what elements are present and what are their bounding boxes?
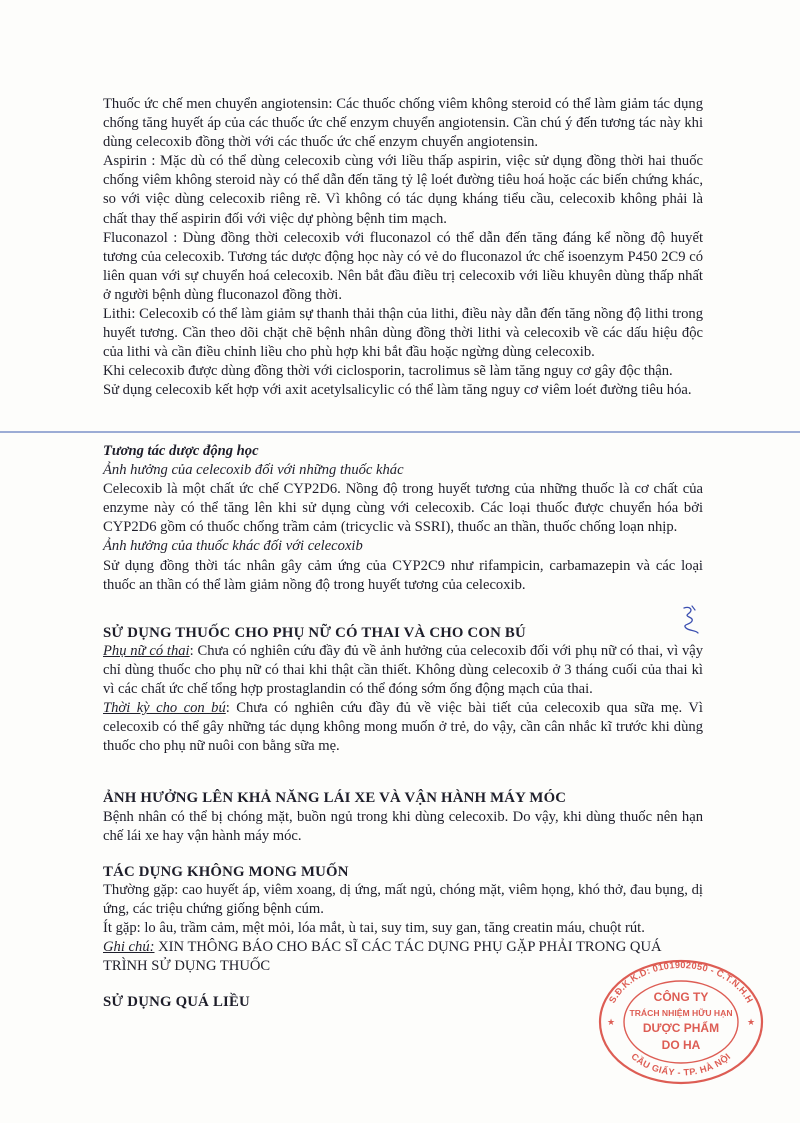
pharmacokinetic-section [103,442,703,595]
adverse-rare-text: Ít gặp: lo âu, trầm cảm, mệt mỏi, lóa mắt, ù tai, suy tim, suy gan, tăng creatin máu, chuột rút. [103,920,645,937]
company-seal-stamp [596,958,766,1086]
adverse-effects-heading: TÁC DỤNG KHÔNG MONG MUỐN [103,864,349,880]
pregnancy-heading: SỬ DỤNG THUỐC CHO PHỤ NỮ CÓ THAI VÀ CHO CON BÚ [103,625,526,641]
stamp-line-2: TRÁCH NHIỆM HỮU HẠN [629,1008,733,1018]
stamp-line-4: DO HA [661,1038,701,1052]
lithium-paragraph: Lithi: Celecoxib có thể làm giảm sự thanh thải thận của lithi, điều này dẫn đến tăng nồng độ lithi trong huyết tương. Cần theo dõi chặt chẽ bệnh nhân dùng đồng thời lithi và celecoxib về các dấu hiệu độc của lithi và cần điều chỉnh liều cho phù hợp khi bắt đầu hoặc ngừng dùng celecoxib. [103,306,703,361]
driving-heading: ẢNH HƯỞNG LÊN KHẢ NĂNG LÁI XE VÀ VẬN HÀNH MÁY MÓC [103,790,567,806]
acetylsalicylic-paragraph: Sử dụng celecoxib kết hợp với axit acetylsalicylic có thể làm tăng nguy cơ viêm loét đường tiêu hóa. [103,382,692,399]
svg-text:CẦU GIẤY - TP. HÀ NỘI [629,1051,732,1077]
adverse-note-text: XIN THÔNG BÁO CHO BÁC SĨ CÁC TÁC DỤNG PHỤ GẶP PHẢI TRONG QUÁ TRÌNH SỬ DỤNG THUỐC [103,939,662,975]
scan-rule-line [0,431,800,433]
stamp-star-left: ★ [606,1017,616,1027]
stamp-line-1: CÔNG TY [653,990,709,1004]
pregnancy-text: : Chưa có nghiên cứu đầy đủ về ảnh hưởng của celecoxib đối với phụ nữ có thai, vì vậy chỉ dùng thuốc cho phụ nữ có thai khi thật cần thiết. Không dùng celecoxib ở 3 tháng cuối của thai kì vì các chất ức chế tổng hợp prostaglandin có thể đóng sớm ống động mạch của thai. [103,643,704,698]
adverse-note-label: Ghi chú: [103,939,155,956]
ciclosporin-paragraph: Khi celecoxib được dùng đồng thời với ciclosporin, tacrolimus sẽ làm tăng nguy cơ gây độc thận. [103,363,673,380]
driving-section [103,808,703,846]
overdose-heading: SỬ DỤNG QUÁ LIỀU [103,994,250,1010]
handwritten-initial-mark [676,604,706,636]
pregnancy-paragraph [103,642,703,699]
stamp-star-right: ★ [746,1017,756,1027]
pharmacokinetic-text-2: Sử dụng đồng thời tác nhân gây cảm ứng của CYP2C9 như rifampicin, carbamazepin và các loại thuốc an thần có thể làm giảm nồng độ trong huyết tương của celecoxib. [103,557,703,593]
adverse-common-text: Thường gặp: cao huyết áp, viêm xoang, dị ứng, mất ngủ, chóng mặt, viêm họng, khó thở, đau bụng, dị ứng, các triệu chứng giống bệnh cúm. [103,882,703,918]
breastfeeding-paragraph [103,699,703,756]
breastfeeding-text: : Chưa có nghiên cứu đầy đủ về việc bài tiết của celecoxib qua sữa mẹ. Vì celecoxib có thể gây những tác dụng không mong muốn ở trẻ, do vậy, cần cân nhắc kĩ trước khi dùng thuốc cho phụ nữ nuôi con bằng sữa mẹ. [103,700,703,755]
pharmacokinetic-text-1: Celecoxib là một chất ức chế CYP2D6. Nồng độ trong huyết tương của những thuốc là cơ chất của enzyme này có thể tăng lên khi sử dụng cùng với celecoxib. Các loại thuốc được chuyển hóa bởi CYP2D6 gồm có thuốc chống trầm cảm (tricyclic và SSRI), thuốc an thần, thuốc chống loạn nhịp. [103,481,703,536]
stamp-ring-top-text: S.Đ.K.K.D: 0101902050 - C.T.N.H.H [607,959,755,1005]
interactions-section [103,95,703,401]
pharmacokinetic-subheading-1: Ảnh hưởng của celecoxib đối với những thuốc khác [103,462,404,479]
stamp-line-3: DƯỢC PHẨM [642,1021,720,1035]
pharmacokinetic-subheading-2: Ảnh hưởng của thuốc khác đối với celecoxib [103,538,363,555]
aspirin-paragraph: Aspirin : Mặc dù có thể dùng celecoxib cùng với liều thấp aspirin, việc sử dụng đồng thời hai thuốc chống viêm không steroid này có thể dẫn đến tăng tỷ lệ loét đường tiêu hoá hoặc các biến chứng khác, so với việc dùng celecoxib riêng rẽ. Vì không có tác dụng kháng tiểu cầu, celecoxib không phải là chất thay thế aspirin đối với việc dự phòng bệnh tim mạch. [103,153,703,227]
pregnancy-section [103,642,703,757]
driving-text: Bệnh nhân có thể bị chóng mặt, buồn ngủ trong khi dùng celecoxib. Do vậy, khi dùng thuốc nên hạn chế lái xe hay vận hành máy móc. [103,809,703,845]
stamp-ring-bottom-text: CẦU GIẤY - TP. HÀ NỘI [629,1051,733,1078]
fluconazol-paragraph: Fluconazol : Dùng đồng thời celecoxib với fluconazol có thể dẫn đến tăng đáng kể nồng độ huyết tương của celecoxib. Tương tác dược động học này có vẻ do fluconazol ức chế isoenzym P450 2C9 có liên quan với sự chuyển hoá celecoxib. Nên bắt đầu điều trị celecoxib với liều khuyên dùng thấp nhất ở người bệnh dùng fluconazol đồng thời. [103,229,703,303]
pharmacokinetic-title: Tương tác dược động học [103,443,259,459]
pregnancy-label: Phụ nữ có thai [103,643,190,659]
ace-inhibitor-paragraph: Thuốc ức chế men chuyển angiotensin: Các thuốc chống viêm không steroid có thể làm giảm tác dụng chống tăng huyết áp của các thuốc ức chế enzym chuyển angiotensin. Cần chú ý đến tương tác này khi dùng celecoxib đồng thời với các thuốc ức chế enzym chuyển angiotensin. [103,96,703,151]
breastfeeding-label: Thời kỳ cho con bú [103,700,226,717]
